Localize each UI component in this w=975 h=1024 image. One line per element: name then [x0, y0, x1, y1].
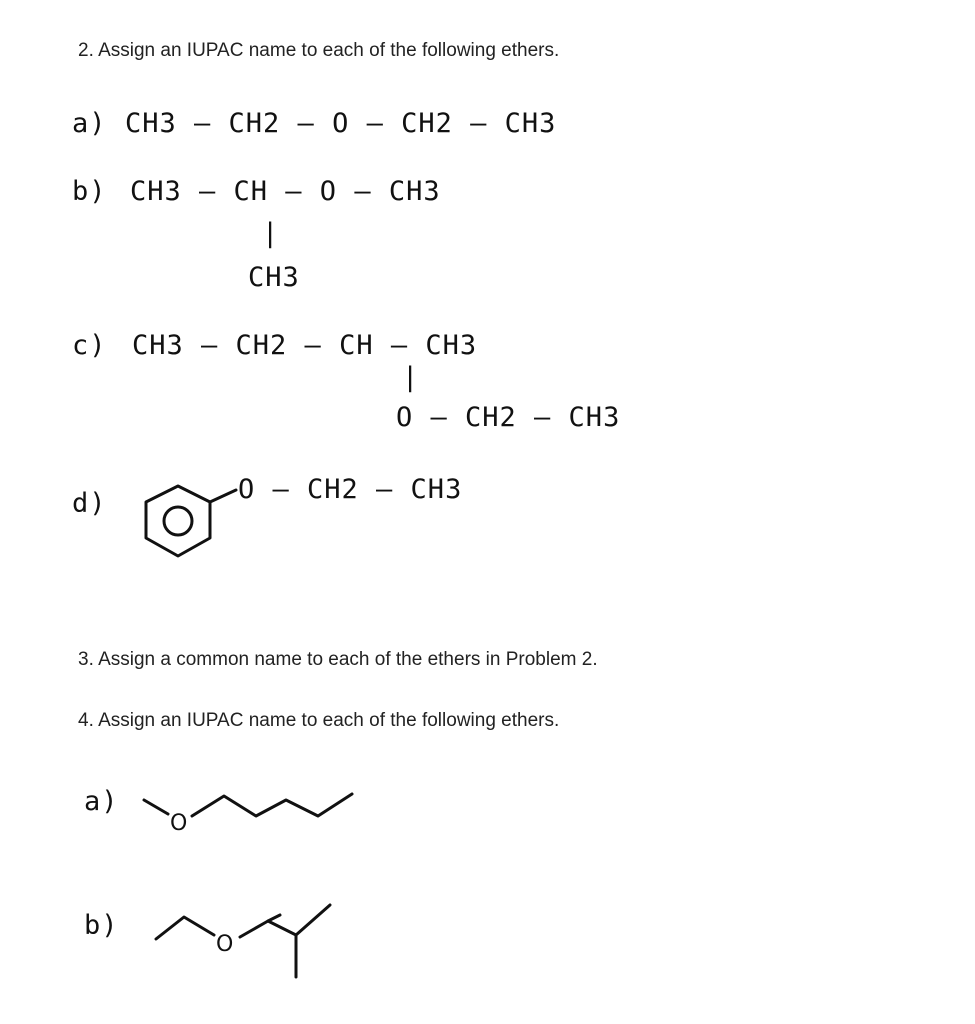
problem-2c-main-chain: CH3 – CH2 – CH – CH3 — [132, 330, 478, 361]
ether-4b-right-chain — [240, 905, 330, 937]
problem-2c-label: c) — [72, 330, 107, 361]
problem-2b-branch: CH3 — [248, 262, 300, 293]
ether-4a-left-bond — [144, 800, 168, 814]
problem-2-prompt: 2. Assign an IUPAC name to each of the following ethers. — [78, 40, 560, 61]
problem-4-prompt: 4. Assign an IUPAC name to each of the following ethers. — [78, 710, 560, 731]
benzene-ring-drawing — [130, 478, 240, 578]
problem-2b-main-chain: CH3 – CH – O – CH3 — [130, 176, 441, 207]
problem-2c-branch-bond: | — [402, 362, 420, 393]
problem-2b-branch-bond: | — [262, 218, 280, 249]
problem-2d-label: d) — [72, 488, 107, 519]
aromatic-circle — [164, 507, 192, 535]
benzene-hexagon — [146, 486, 210, 556]
problem-2b-label: b) — [72, 176, 107, 207]
ether-4a-oxygen: O — [170, 811, 188, 836]
problem-4b-label: b) — [84, 910, 119, 941]
ether-4b-skeletal-drawing — [150, 895, 370, 985]
problem-3-prompt: 3. Assign a common name to each of the ethers in Problem 2. — [78, 649, 598, 670]
problem-2d-substituent: O – CH2 – CH3 — [238, 474, 463, 505]
problem-2a-formula: CH3 – CH2 – O – CH2 – CH3 — [125, 108, 557, 139]
problem-2a-label: a) — [72, 108, 107, 139]
ether-4b-left-chain — [156, 917, 214, 939]
ether-4a-skeletal-drawing — [130, 780, 370, 840]
problem-2c-branch: O – CH2 – CH3 — [396, 402, 621, 433]
ring-to-oxygen-bond — [210, 490, 236, 502]
ether-4b-oxygen: O — [216, 932, 234, 957]
problem-4a-label: a) — [84, 786, 119, 817]
ether-4a-right-chain — [192, 794, 352, 816]
ether-4b-upper-branch — [268, 915, 280, 921]
